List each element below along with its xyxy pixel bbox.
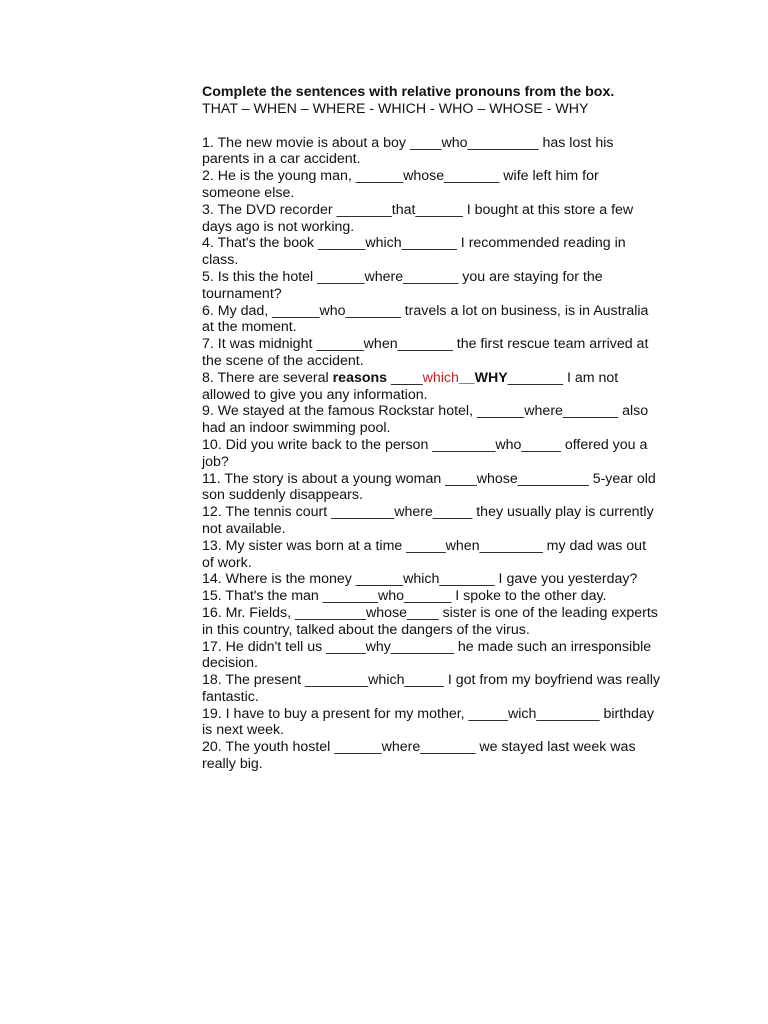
sentence-8-middle: ____ xyxy=(387,369,423,386)
sentence-7: 7. It was midnight ______when_______ the first rescue team arrived at the scene of the accident. xyxy=(202,336,649,369)
sentence-17: 17. He didn't tell us _____why________ he made such an irresponsible decision. xyxy=(202,638,652,672)
sentence-14-15: 14. Where is the money ______which_______ I gave you yesterday? 15. That's the man _______who______ I spoke to the other day. xyxy=(202,571,638,605)
sentence-20: 20. The youth hostel ______where_______ we stayed last week was really big. xyxy=(202,739,636,773)
sentence-5: 5. Is this the hotel ______where_______ you are staying for the tournament? xyxy=(202,268,603,302)
spacer xyxy=(202,118,660,135)
worksheet-title: Complete the sentences with relative pronouns from the box. xyxy=(202,84,615,100)
sentence-8 xyxy=(202,370,660,404)
sentence-8-bold-word: reasons xyxy=(332,369,388,386)
sentence-8-after: _______ I am not allowed to give you any information. xyxy=(202,369,619,403)
sentence-1: 1. The new movie is about a boy ____who_________ has lost his parents in a car accident. xyxy=(202,134,614,168)
sentence-4: 4. That's the book ______which_______ I recommended reading in class. xyxy=(202,235,626,269)
sentence-8-before: 8. There are several xyxy=(202,369,333,386)
pronoun-box: THAT – WHEN – WHERE - WHICH - WHO – WHOSE - WHY xyxy=(202,100,589,117)
sentence-2: 2. He is the young man, ______whose_______ wife left him for someone else. xyxy=(202,168,599,201)
sentence-18: 18. The present ________which_____ I got from my boyfriend was really fantastic. xyxy=(202,672,660,705)
sentence-19: 19. I have to buy a present for my mother, _____wich________ birthday is next week. xyxy=(202,705,654,739)
sentence-9: 9. We stayed at the famous Rockstar hotel, ______where_______ also had an indoor swimming pool. xyxy=(202,403,649,437)
sentence-8-red-answer: which xyxy=(422,369,459,386)
sentence-13: 13. My sister was born at a time _____when________ my dad was out of work. xyxy=(202,537,647,571)
sentence-3: 3. The DVD recorder _______that______ I bought at this store a few days ago is not working. xyxy=(202,201,634,235)
sentence-11: 11. The story is about a young woman ____whose_________ 5-year old son suddenly disappears. xyxy=(202,470,656,504)
sentence-6: 6. My dad, ______who_______ travels a lot on business, is in Australia at the moment. xyxy=(202,302,649,336)
worksheet xyxy=(202,84,660,773)
sentence-10: 10. Did you write back to the person ________who_____ offered you a job? xyxy=(202,436,648,470)
sentence-16: 16. Mr. Fields, _________whose____ sister is one of the leading experts in this country, talked about the dangers of the virus. xyxy=(202,604,658,638)
sentence-12: 12. The tennis court ________where_____ they usually play is currently not available. xyxy=(202,504,654,537)
sentence-8-bold-answer: __WHY xyxy=(458,369,508,386)
sentence-list xyxy=(202,135,660,773)
